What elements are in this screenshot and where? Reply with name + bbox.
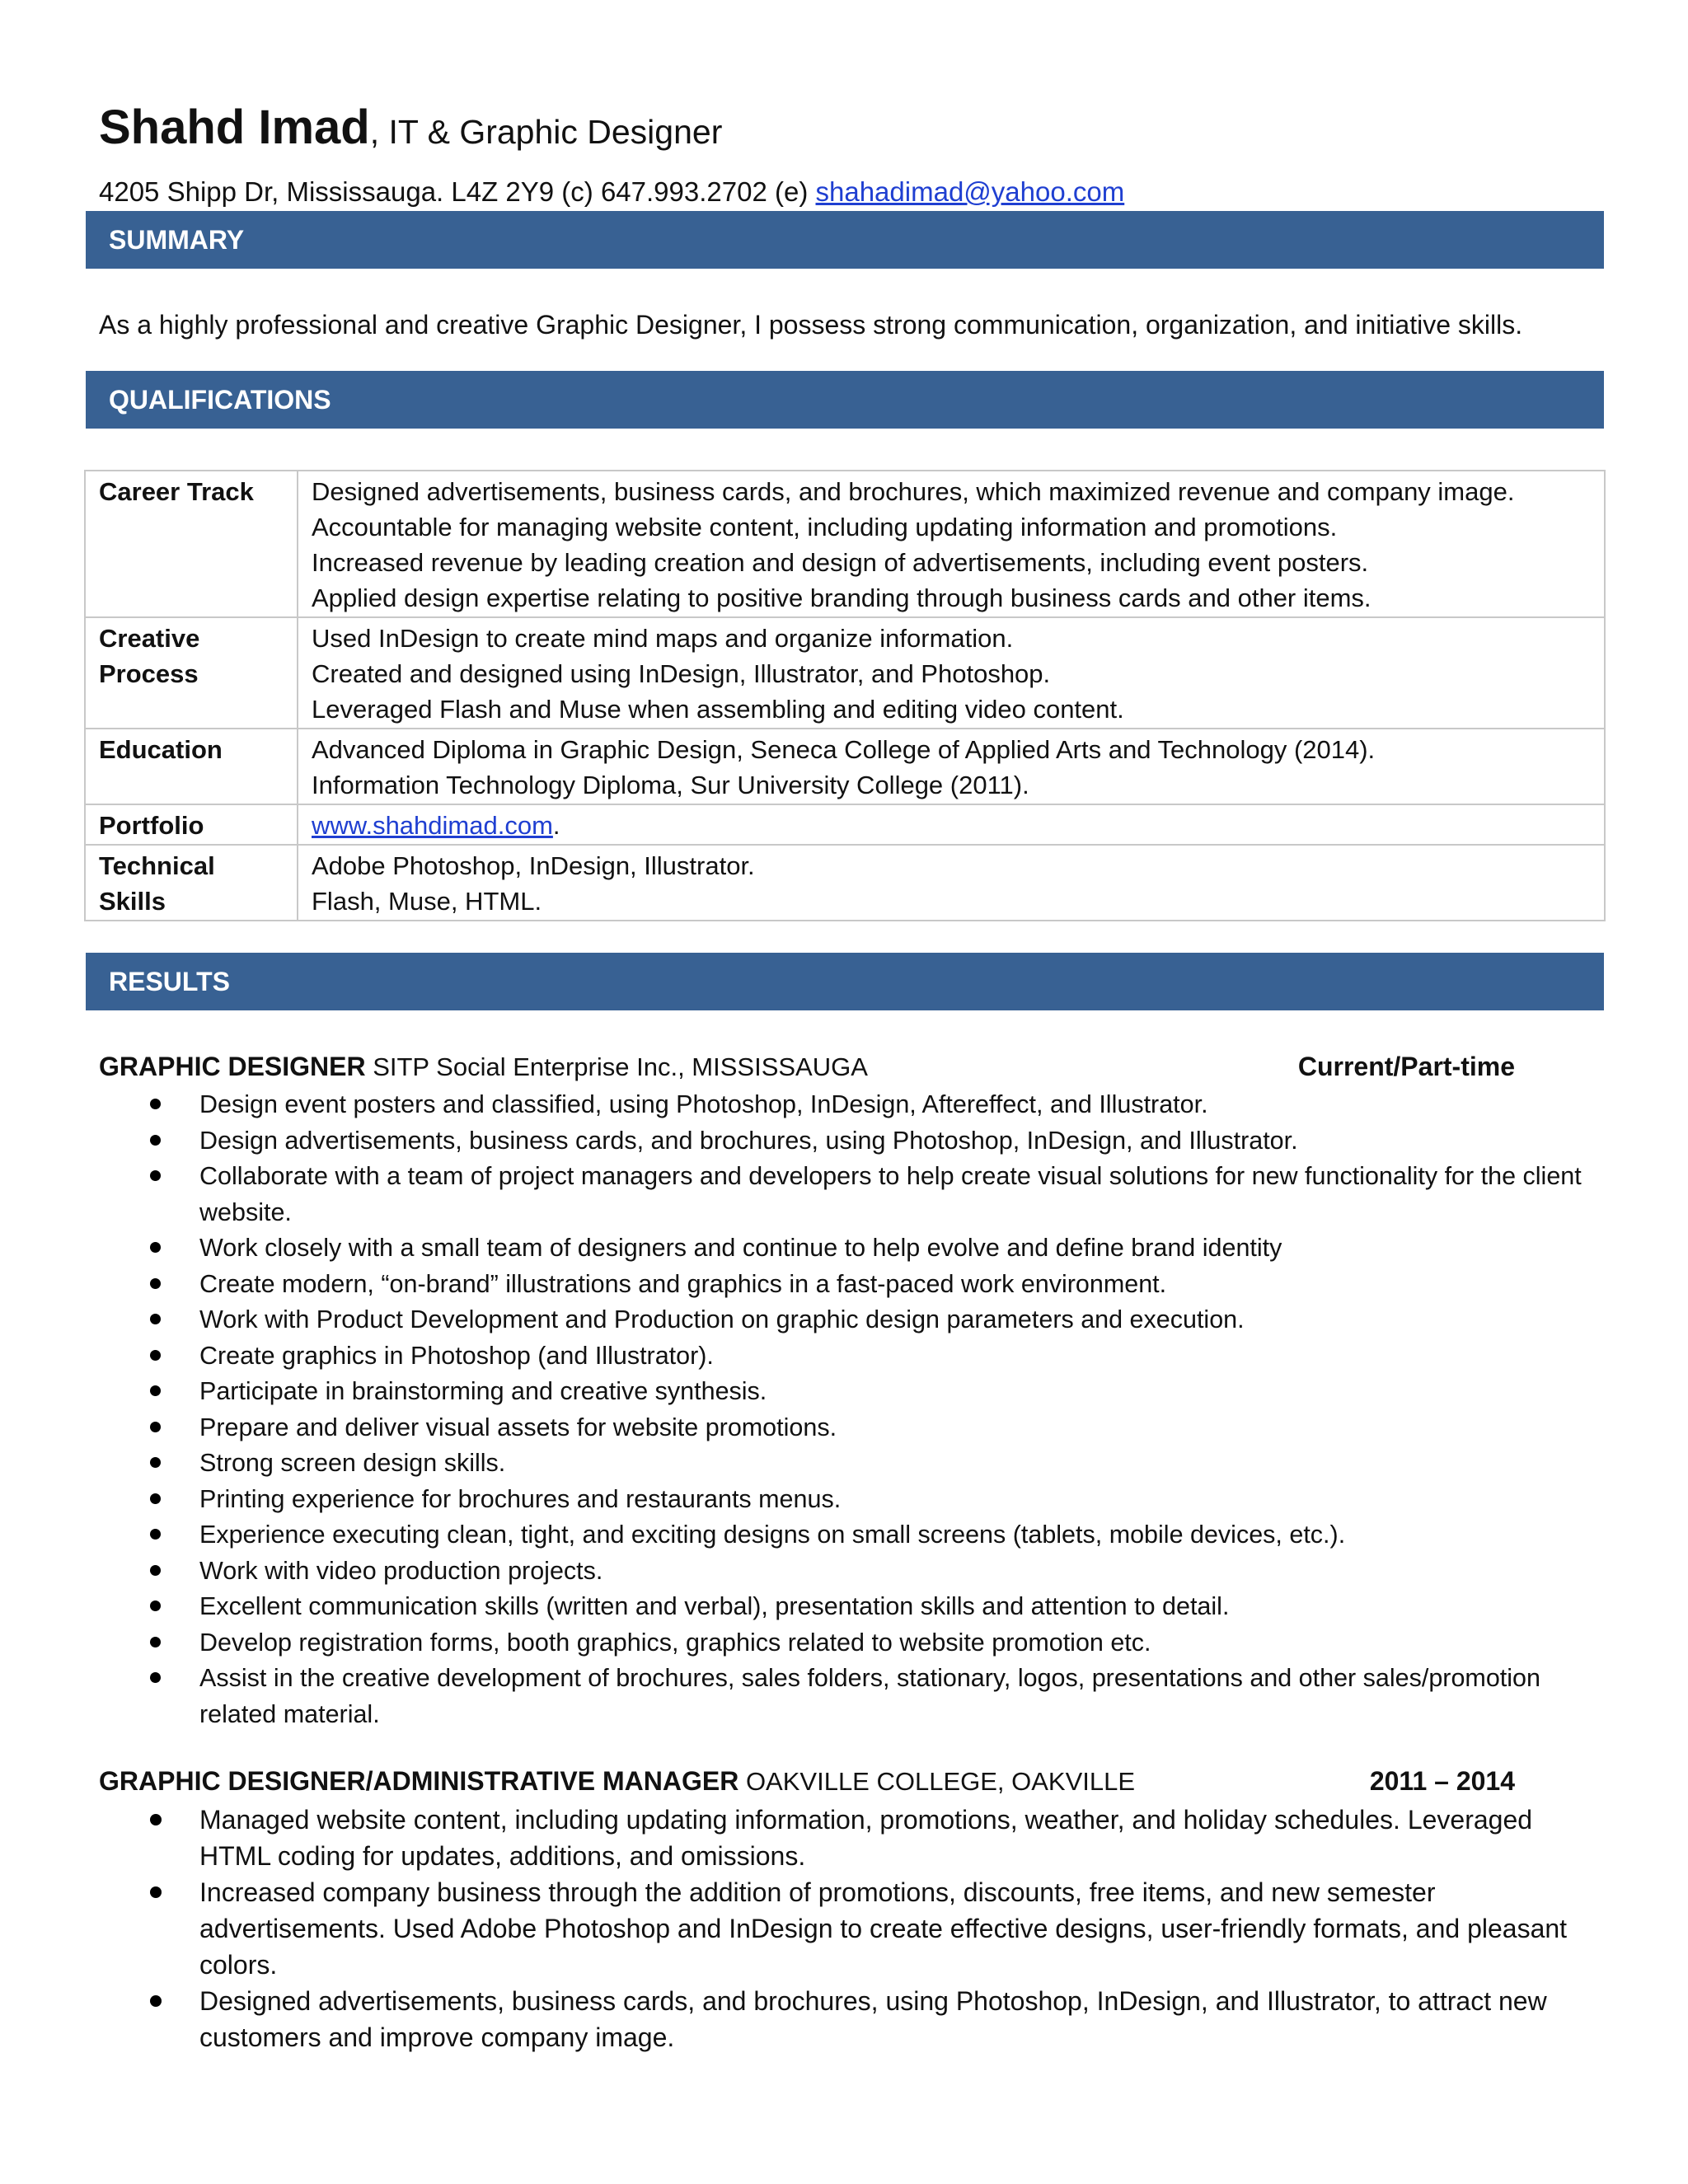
job-company: OAKVILLE COLLEGE, OAKVILLE	[738, 1767, 1136, 1796]
header-name-line	[99, 101, 723, 154]
list-item	[99, 1874, 1582, 1983]
bullet-text: Assist in the creative development of brochures, sales folders, stationary, logos, presentations and other sales/promotion related material.	[199, 1664, 1540, 1728]
table-row	[85, 804, 1605, 845]
email-link[interactable]: shahadimad@yahoo.com	[815, 176, 1125, 207]
bullet-icon	[150, 1278, 161, 1289]
bullet-text: Design event posters and classified, using Photoshop, InDesign, Aftereffect, and Illustrator.	[199, 1090, 1208, 1118]
bullet-icon	[150, 1995, 162, 2007]
list-item	[99, 1517, 1582, 1554]
row-content	[298, 845, 1605, 921]
content-line	[312, 808, 1591, 843]
list-item	[99, 1802, 1582, 1874]
bullet-text: Managed website content, including updating information, promotions, weather, and holiday schedules. Leveraged HTML coding for updates, additions, and omissions.	[199, 1805, 1533, 1871]
bullet-icon	[150, 1135, 161, 1146]
job-date: Current/Part-time	[1297, 1052, 1515, 1081]
job-title: GRAPHIC DESIGNER/ADMINISTRATIVE MANAGER	[99, 1766, 739, 1796]
bullet-icon	[150, 1457, 161, 1468]
content-line: Adobe Photoshop, InDesign, Illustrator.	[312, 851, 755, 880]
list-item	[99, 1338, 1582, 1375]
content-line: Accountable for managing website content, including updating information and promotions.	[312, 513, 1338, 541]
bullet-text: Participate in brainstorming and creative synthesis.	[199, 1377, 767, 1405]
bullet-text: Design advertisements, business cards, and brochures, using Photoshop, InDesign, and Illustrator.	[199, 1126, 1298, 1155]
summary-text: As a highly professional and creative Graphic Designer, I possess strong communication, organization, and initiative skills.	[99, 310, 1523, 340]
bullet-icon	[150, 1814, 162, 1825]
qualifications-heading: QUALIFICATIONS	[86, 371, 1604, 429]
bullet-icon	[150, 1314, 161, 1324]
row-label: Portfolio	[85, 804, 298, 845]
bullet-icon	[150, 1099, 161, 1109]
row-label: Technical Skills	[85, 845, 298, 921]
job-date: 2011 – 2014	[1369, 1766, 1515, 1796]
content-line: Flash, Muse, HTML.	[312, 887, 542, 916]
bullet-icon	[150, 1385, 161, 1396]
job-company: SITP Social Enterprise Inc., MISSISSAUGA	[365, 1052, 868, 1081]
bullet-icon	[150, 1170, 161, 1181]
row-label-line: Process	[99, 659, 199, 688]
bullet-text: Excellent communication skills (written and verbal), presentation skills and attention to detail.	[199, 1592, 1230, 1620]
bullet-text: Develop registration forms, booth graphics, graphics related to website promotion etc.	[199, 1628, 1151, 1657]
bullet-icon	[150, 1565, 161, 1576]
row-content	[298, 804, 1605, 845]
row-label: Education	[85, 729, 298, 804]
results-heading: RESULTS	[86, 953, 1604, 1010]
bullet-text: Work with Product Development and Production on graphic design parameters and execution.	[199, 1305, 1245, 1333]
list-item	[99, 1983, 1582, 2055]
bullet-text: Designed advertisements, business cards, and brochures, using Photoshop, InDesign, and Illustrator, to attract new customers and improve company image.	[199, 1986, 1547, 2052]
bullet-icon	[150, 1886, 162, 1898]
list-item	[99, 1661, 1582, 1732]
bullet-text: Work with video production projects.	[199, 1556, 603, 1585]
bullet-text: Work closely with a small team of designers and continue to help evolve and define brand identity	[199, 1234, 1282, 1262]
content-line: Used InDesign to create mind maps and organize information.	[312, 624, 1014, 653]
list-item	[99, 1230, 1582, 1267]
list-item	[99, 1589, 1582, 1625]
job-heading	[99, 1766, 1135, 1797]
list-item	[99, 1446, 1582, 1482]
bullet-text: Collaborate with a team of project managers and developers to help create visual solutions for new functionality for the client website.	[199, 1162, 1582, 1226]
bullet-text: Printing experience for brochures and restaurants menus.	[199, 1484, 842, 1513]
content-line: Leveraged Flash and Muse when assembling and editing video content.	[312, 695, 1124, 724]
table-row	[85, 617, 1605, 729]
list-item	[99, 1087, 1582, 1123]
list-item	[99, 1410, 1582, 1446]
content-line: Increased revenue by leading creation and design of advertisements, including event posters.	[312, 548, 1369, 577]
contact-details: 4205 Shipp Dr, Mississauga. L4Z 2Y9 (c) 647.993.2702 (e)	[99, 176, 816, 207]
bullet-text: Prepare and deliver visual assets for website promotions.	[199, 1413, 837, 1441]
content-line: Advanced Diploma in Graphic Design, Seneca College of Applied Arts and Technology (2014).	[312, 735, 1376, 764]
job-bullet-list	[99, 1087, 1582, 1732]
portfolio-suffix: .	[552, 811, 560, 840]
qualifications-table	[84, 470, 1606, 921]
bullet-icon	[150, 1350, 161, 1361]
table-row	[85, 845, 1605, 921]
bullet-text: Create modern, “on-brand” illustrations and graphics in a fast-paced work environment.	[199, 1269, 1167, 1298]
row-label	[85, 617, 298, 729]
list-item	[99, 1159, 1582, 1230]
bullet-icon	[150, 1672, 161, 1683]
candidate-name: Shahd Imad	[99, 101, 370, 154]
list-item	[99, 1123, 1582, 1160]
bullet-text: Create graphics in Photoshop (and Illustrator).	[199, 1341, 714, 1370]
portfolio-link[interactable]: www.shahdimad.com	[312, 811, 553, 840]
list-item	[99, 1302, 1582, 1338]
content-line: Designed advertisements, business cards, and brochures, which maximized revenue and company image.	[312, 477, 1515, 506]
bullet-text: Increased company business through the addition of promotions, discounts, free items, and new semester advertisements. Used Adobe Photoshop and InDesign to create effective designs, user-friendly formats, and pleasant colors.	[199, 1877, 1568, 1980]
bullet-text: Experience executing clean, tight, and exciting designs on small screens (tablets, mobile devices, etc.).	[199, 1521, 1346, 1549]
job-heading	[99, 1052, 868, 1082]
table-row	[85, 471, 1605, 617]
list-item	[99, 1554, 1582, 1590]
content-line: Information Technology Diploma, Sur University College (2011).	[312, 771, 1029, 799]
candidate-title: , IT & Graphic Designer	[369, 113, 723, 151]
contact-line	[99, 176, 1124, 208]
job-bullet-list	[99, 1802, 1582, 2055]
list-item	[99, 1374, 1582, 1410]
job-title: GRAPHIC DESIGNER	[99, 1052, 366, 1081]
bullet-icon	[150, 1601, 161, 1611]
bullet-icon	[150, 1637, 161, 1647]
summary-heading: SUMMARY	[86, 211, 1604, 269]
list-item	[99, 1482, 1582, 1518]
list-item	[99, 1267, 1582, 1303]
row-content	[298, 729, 1605, 804]
row-label: Career Track	[85, 471, 298, 617]
content-line: Created and designed using InDesign, Illustrator, and Photoshop.	[312, 659, 1051, 688]
bullet-text: Strong screen design skills.	[199, 1449, 506, 1477]
bullet-icon	[150, 1529, 161, 1540]
row-content	[298, 471, 1605, 617]
bullet-icon	[150, 1493, 161, 1504]
table-row	[85, 729, 1605, 804]
bullet-icon	[150, 1422, 161, 1432]
row-content	[298, 617, 1605, 729]
bullet-icon	[150, 1242, 161, 1253]
content-line: Applied design expertise relating to positive branding through business cards and other items.	[312, 583, 1372, 612]
row-label-line: Creative	[99, 624, 200, 653]
list-item	[99, 1625, 1582, 1661]
